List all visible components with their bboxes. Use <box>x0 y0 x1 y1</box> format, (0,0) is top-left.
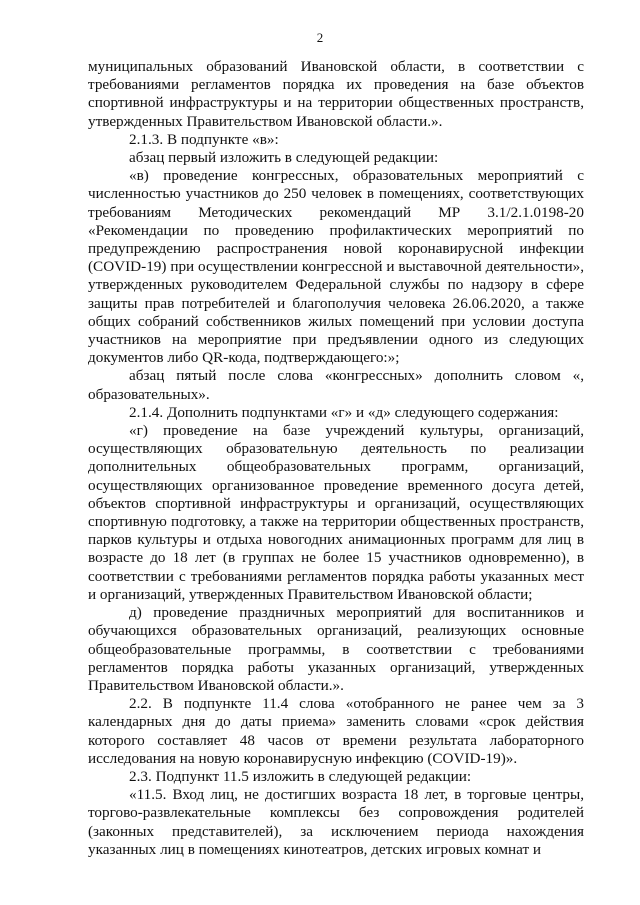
page-number: 2 <box>316 30 324 45</box>
paragraph-first-abzac: абзац первый изложить в следующей редакции: <box>129 149 439 167</box>
paragraph-fifth-abzac: абзац пятый после слова «конгрессных» дополнить словом «, образовательных». <box>88 367 584 403</box>
document-body <box>88 58 584 859</box>
paragraph-11-5: «11.5. Вход лиц, не достигших возраста 18 лет, в торговые центры, торгово-развлекательные комплексы без сопровождения родителей (законных представителей), за исключением периода нахождения указанных лиц в помещениях кинотеатров, детских игровых комнат и <box>88 786 584 858</box>
paragraph-subitem-v: «в) проведение конгрессных, образовательных мероприятий с численностью участников до 250 человек в помещениях, соответствующих требованиям Методических рекомендаций МР 3.1/2.1.0198-20 «Рекомендации по проведению профилактических мероприятий по предупреждению распространения новой коронавирусной инфекции (COVID-19) при осуществлении конгрессной и выставочной деятельности», утвержденных руководителем Федеральной службы по надзору в сфере защиты прав потребителей и благополучия человека 26.06.2020, а также общих собраний собственников жилых помещений при условии доступа участников на мероприятие при предъявлении одного из следующих документов либо QR-кода, подтверждающего:»; <box>88 167 584 367</box>
paragraph-2-1-4: 2.1.4. Дополнить подпунктами «г» и «д» следующего содержания: <box>129 403 559 421</box>
paragraph-2-3: 2.3. Подпункт 11.5 изложить в следующей редакции: <box>129 767 472 785</box>
paragraph-subitem-g: «г) проведение на базе учреждений культуры, организаций, осуществляющих образовательную деятельность по реализации дополнительных общеобразовательных программ, организаций, осуществляющих организованное проведение временного досуга детей, объектов спортивной инфраструктуры и организаций, осуществляющих спортивную подготовку, а также на территории общественных пространств, парков культуры и отдыха новогодних анимационных программ для лиц в возрасте до 18 лет (в группах не более 15 участников одновременно), в соответствии с требованиями регламентов порядка работы указанных мест и организаций, утвержденных Правительством Ивановской области; <box>88 422 584 603</box>
paragraph-2-2: 2.2. В подпункте 11.4 слова «отобранного не ранее чем за 3 календарных дня до даты приема» заменить словами «срок действия которого составляет 48 часов от времени результата лабораторного исследования на новую коронавирусную инфекцию (COVID-19)». <box>88 695 584 767</box>
paragraph-2-1-3: 2.1.3. В подпункте «в»: <box>129 130 279 148</box>
paragraph-subitem-d: д) проведение праздничных мероприятий для воспитанников и обучающихся образовательных организаций, реализующих основные общеобразовательные программы, в соответствии с требованиями регламентов порядка работы указанных организаций, утвержденных Правительством Ивановской области.». <box>88 604 584 694</box>
paragraph-continuation: муниципальных образований Ивановской области, в соответствии с требованиями регламентов порядка их проведения на базе объектов спортивной инфраструктуры и на территории общественных пространств, утвержденных Правительством Ивановской области.». <box>88 58 584 130</box>
